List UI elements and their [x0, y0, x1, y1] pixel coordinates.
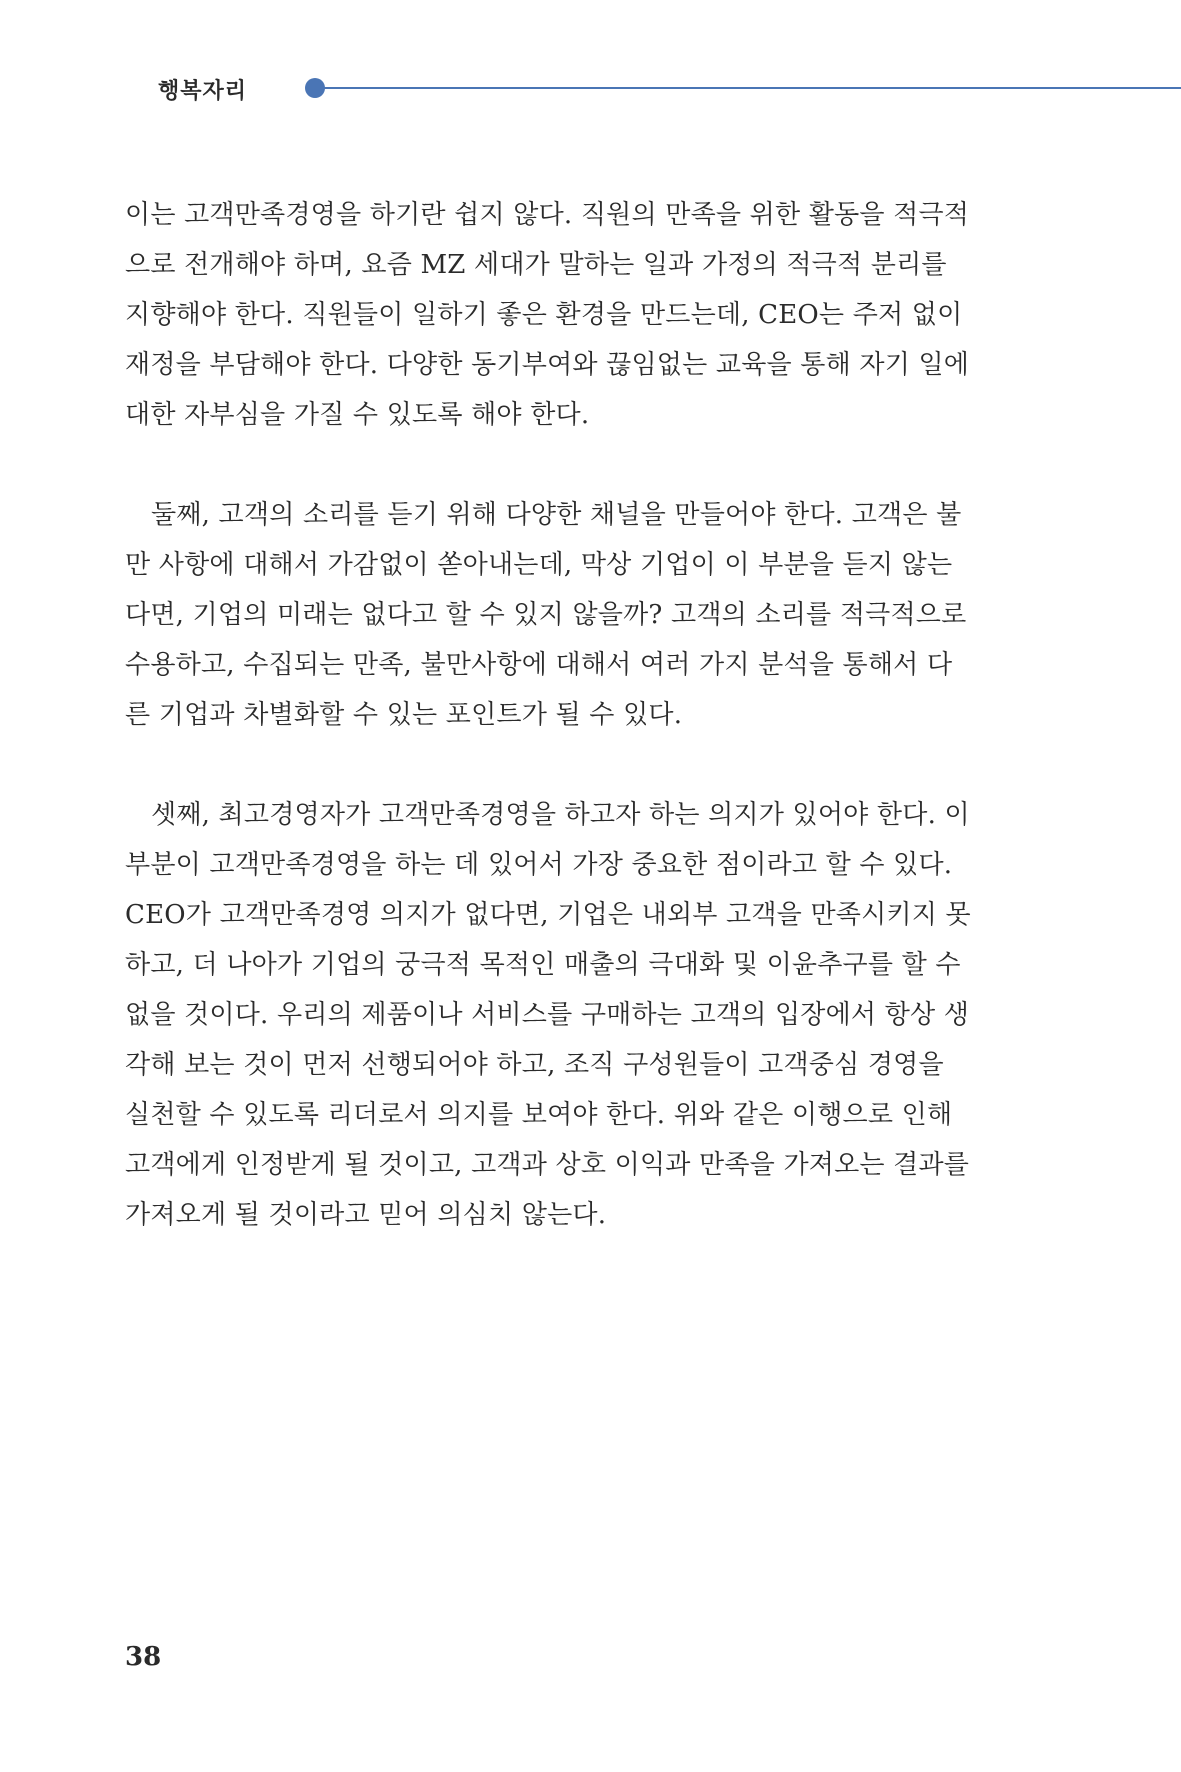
body-text: [125, 190, 1005, 1290]
text-line: 부분이 고객만족경영을 하는 데 있어서 가장 중요한 점이라고 할 수 있다.: [125, 850, 953, 880]
header-dot: [305, 78, 325, 98]
text-line: 고객에게 인정받게 될 것이고, 고객과 상호 이익과 만족을 가져오는 결과를: [125, 1150, 970, 1180]
text-line: 재정을 부담해야 한다. 다양한 동기부여와 끊임없는 교육을 통해 자기 일에: [125, 350, 970, 380]
text-line: 둘째, 고객의 소리를 듣기 위해 다양한 채널을 만들어야 한다. 고객은 불: [151, 500, 962, 530]
running-header: [0, 72, 1181, 112]
text-line: 각해 보는 것이 먼저 선행되어야 하고, 조직 구성원들이 고객중심 경영을: [125, 1050, 944, 1080]
paragraph-2: [125, 490, 1005, 740]
text-line: 실천할 수 있도록 리더로서 의지를 보여야 한다. 위와 같은 이행으로 인해: [125, 1100, 953, 1130]
text-line: 셋째, 최고경영자가 고객만족경영을 하고자 하는 의지가 있어야 한다. 이: [151, 800, 970, 830]
text-line: 수용하고, 수집되는 만족, 불만사항에 대해서 여러 가지 분석을 통해서 다: [125, 650, 953, 680]
page-number: 38: [125, 1642, 162, 1672]
text-line: 지향해야 한다. 직원들이 일하기 좋은 환경을 만드는데, CEO는 주저 없이: [125, 300, 963, 330]
text-line: 하고, 더 나아가 기업의 궁극적 목적인 매출의 극대화 및 이윤추구를 할 수: [125, 950, 961, 980]
text-line: 가져오게 될 것이라고 믿어 의심치 않는다.: [125, 1200, 607, 1230]
text-line: 이는 고객만족경영을 하기란 쉽지 않다. 직원의 만족을 위한 활동을 적극적: [125, 200, 970, 230]
header-rule: [318, 87, 1181, 89]
text-line: 만 사항에 대해서 가감없이 쏟아내는데, 막상 기업이 이 부분을 듣지 않는: [125, 550, 953, 580]
text-line: 다면, 기업의 미래는 없다고 할 수 있지 않을까? 고객의 소리를 적극적으로: [125, 600, 967, 630]
text-line: 른 기업과 차별화할 수 있는 포인트가 될 수 있다.: [125, 700, 683, 730]
text-line: CEO가 고객만족경영 의지가 없다면, 기업은 내외부 고객을 만족시키지 못: [125, 900, 971, 930]
text-line: 으로 전개해야 하며, 요즘 MZ 세대가 말하는 일과 가정의 적극적 분리를: [125, 250, 947, 280]
text-line: 대한 자부심을 가질 수 있도록 해야 한다.: [125, 400, 590, 430]
text-line: 없을 것이다. 우리의 제품이나 서비스를 구매하는 고객의 입장에서 항상 생: [125, 1000, 970, 1030]
chapter-title: 행복자리: [158, 79, 248, 104]
paragraph-3: [125, 790, 1005, 1240]
paragraph-1: [125, 190, 1005, 440]
